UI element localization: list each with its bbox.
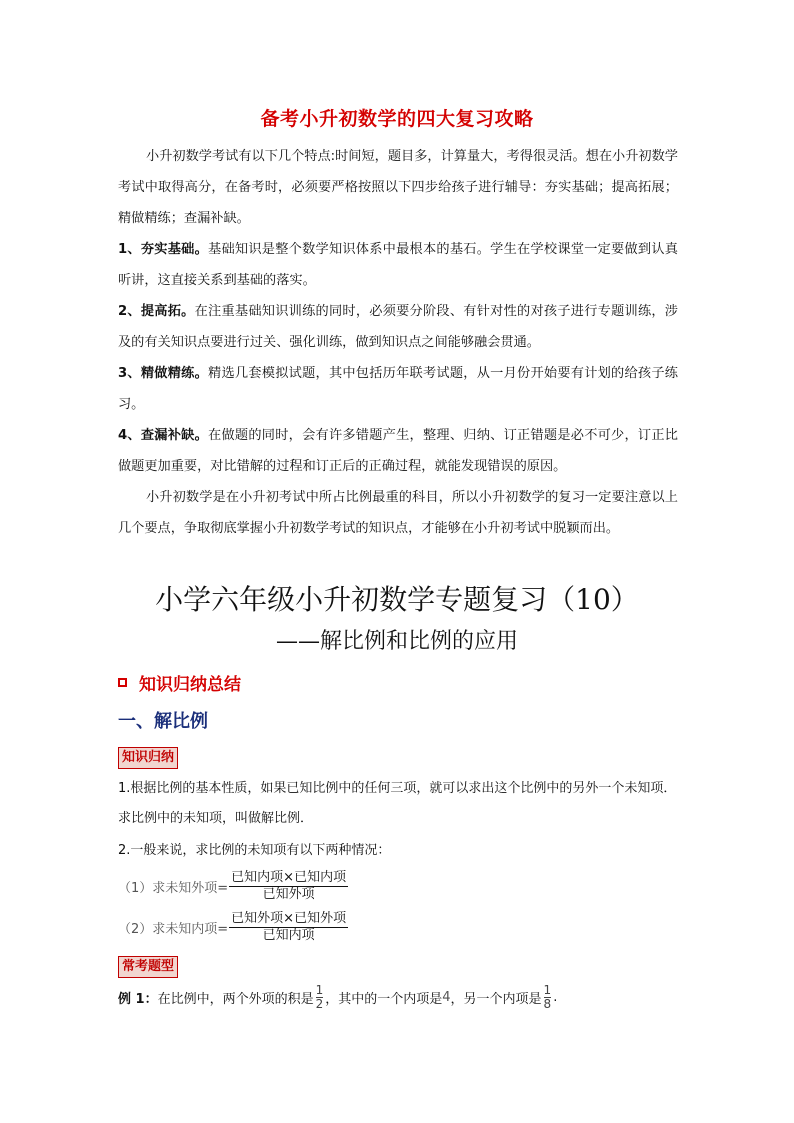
- lesson-subtitle: ——解比例和比例的应用: [275, 629, 518, 654]
- tag-common-questions: 常考题型: [118, 956, 178, 978]
- subsection-heading: 一、解比例: [118, 711, 208, 732]
- formula-2-numerator: 已知外项×已知外项: [231, 911, 347, 926]
- point-3: [118, 358, 678, 420]
- point-4-head: 4、查漏补缺。: [118, 428, 209, 443]
- point-4: [118, 420, 678, 482]
- point-2-head: 2、提高拓。: [118, 304, 195, 319]
- point-1-head: 1、夯实基础。: [118, 242, 209, 257]
- lesson-title: 小学六年级小升初数学专题复习（10）: [155, 583, 639, 616]
- example-1-label: 例 1：: [118, 992, 158, 1007]
- formula-inner-term: [118, 911, 349, 944]
- point-1-text: 基础知识是整个数学知识体系中最根本的基石。学生在学校课堂一定要做到认真听讲，这直接关系到基础的落实。: [118, 242, 678, 288]
- example-1-inner: 4: [442, 990, 451, 1005]
- formula-1-label: （1）求未知外项=: [118, 881, 229, 896]
- example-1-fraction-1: [316, 984, 324, 1011]
- conclusion-paragraph: 小升初数学是在小升初考试中所占比例最重的科目，所以小升初数学的复习一定要注意以上几个要点，争取彻底掌握小升初数学考试的知识点，才能够在小升初考试中脱颖而出。: [118, 490, 678, 536]
- formula-2-label: （2）求未知内项=: [118, 922, 229, 937]
- example-1-text-b: ，其中的一个内项是: [325, 992, 443, 1007]
- point-3-head: 3、精做精练。: [118, 366, 209, 381]
- formula-1-denominator: 已知外项: [229, 886, 348, 903]
- point-4-text: 在做题的同时，会有许多错题产生，整理、归纳、订正错题是必不可少，订正比做题更加重要，对比错解的过程和订正后的正确过程，就能发现错误的原因。: [118, 428, 678, 474]
- example-1-text-d: .: [553, 990, 558, 1005]
- formula-1-numerator: 已知内项×已知内项: [231, 870, 347, 885]
- square-bullet-icon: [118, 678, 127, 687]
- example-1: [118, 984, 557, 1011]
- section-heading: [118, 670, 241, 695]
- point-3-text: 精选几套模拟试题，其中包括历年联考试题，从一月份开始要有计划的给孩子练习。: [118, 366, 678, 412]
- knowledge-line-2: 2.一般来说，求比例的未知项有以下两种情况：: [118, 843, 391, 858]
- knowledge-line-1: 1.根据比例的基本性质，如果已知比例中的任何三项，就可以求出这个比例中的另外一个未知项．求比例中的未知项，叫做解比例．: [118, 781, 677, 826]
- example-1-text-a: 在比例中，两个外项的积是: [157, 992, 314, 1007]
- section-heading-text: 知识归纳总结: [139, 675, 241, 695]
- formula-outer-term: [118, 870, 349, 903]
- formula-2-fraction: [230, 911, 347, 944]
- tag-knowledge: 知识归纳: [118, 747, 178, 769]
- article-title: 备考小升初数学的四大复习攻略: [260, 108, 534, 130]
- fraction-1-numerator: 1: [315, 983, 324, 997]
- example-1-fraction-2: [544, 984, 552, 1011]
- fraction-2-numerator: 1: [543, 983, 552, 997]
- intro-paragraph: 小升初数学考试有以下几个特点:时间短，题目多，计算量大，考得很灵活。想在小升初数学考试中取得高分，在备考时，必须要严格按照以下四步给孩子进行辅导：夯实基础；提高拓展；精做精练；查漏补缺。: [118, 149, 678, 226]
- example-1-text-c: ，另一个内项是: [450, 992, 542, 1007]
- fraction-2-denominator: 8: [543, 997, 552, 1011]
- formula-2-denominator: 已知内项: [229, 927, 348, 944]
- point-2-text: 在注重基础知识训练的同时，必须要分阶段、有针对性的对孩子进行专题训练，涉及的有关知识点要进行过关、强化训练，做到知识点之间能够融会贯通。: [118, 304, 678, 350]
- point-2: [118, 296, 678, 358]
- fraction-1-denominator: 2: [315, 997, 324, 1011]
- formula-1-fraction: [230, 870, 347, 903]
- point-1: [118, 234, 678, 296]
